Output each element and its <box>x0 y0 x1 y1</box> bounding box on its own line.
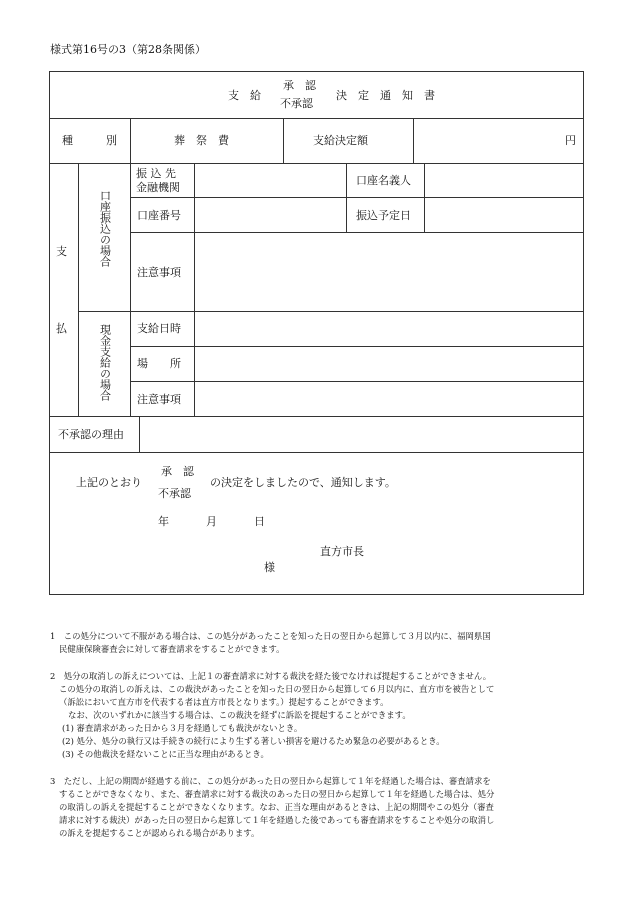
reason-field[interactable] <box>141 418 582 450</box>
notice-issuer: 直方市長 <box>320 545 364 558</box>
note-line: することができなくなり、また、審査請求に対する裁決のあった日の翌日から起算して１年を経過した場合は、処分 <box>59 789 495 799</box>
rule <box>131 232 584 233</box>
transfer-section-label: 口座振込の場合 <box>98 190 112 267</box>
scheduled-date-field[interactable] <box>426 199 582 230</box>
note-line: の訴えを提起することが認められる場合があります。 <box>59 828 260 838</box>
payment-side-label-bottom: 払 <box>56 322 67 335</box>
rule <box>131 346 584 347</box>
note-line: 民健康保険審査会に対して審査請求をすることができます。 <box>59 644 285 654</box>
note-line: 3 ただし、上記の期間が経過する前に、この処分があった日の翌日から起算して１年を経過した場合は、審査請求を <box>50 776 491 786</box>
rule <box>49 416 584 417</box>
bank-label-line2: 金融機関 <box>136 181 180 194</box>
rule <box>78 163 79 416</box>
note-line: (2) 処分、処分の執行又は手続きの続行により生ずる著しい損害を避けるため緊急の必要があるとき。 <box>62 736 445 746</box>
note-line: 請求に対する裁決）があった日の翌日から起算して１年を経過した後であっても審査請求をすることや処分の取消し <box>59 815 495 825</box>
notice-month: 月 <box>206 515 217 528</box>
transfer-notes-field[interactable] <box>196 234 582 309</box>
place-label: 場 所 <box>137 357 181 370</box>
note-line: （訴訟において直方市を代表する者は直方市長となります。）提起することができます。 <box>59 697 389 707</box>
note-line: 1 この処分について不服がある場合は、この処分があったことを知った日の翌日から起算して３月以内に、福岡県国 <box>50 631 491 641</box>
kind-label: 種 別 <box>62 134 117 147</box>
note-line: この処分の取消しの訴えは、この裁決があったことを知った日の翌日から起算して６月以内に、直方市を被告として <box>59 684 495 694</box>
title-approve: 承 認 <box>283 79 316 92</box>
notice-suffix: の決定をしましたので、通知します。 <box>210 476 396 489</box>
rule <box>283 118 284 163</box>
title-right: 決 定 通 知 書 <box>336 89 435 102</box>
pay-date-field[interactable] <box>196 313 582 344</box>
kind-value: 葬 祭 費 <box>174 134 229 147</box>
rule <box>424 163 425 232</box>
scheduled-date-label: 振込予定日 <box>356 209 411 222</box>
account-no-field[interactable] <box>196 199 344 230</box>
note-line: の取消しの訴えを提起することができなくなります。なお、正当な理由があるときは、上記の期間やこの処分（審査 <box>59 802 494 812</box>
cash-notes-label: 注意事項 <box>137 393 181 406</box>
note-line: (1) 審査請求があった日から３月を経過しても裁決がないとき。 <box>62 723 303 733</box>
currency-unit: 円 <box>565 134 576 147</box>
rule <box>79 311 584 312</box>
note-line: (3) その他裁決を経ないことに正当な理由があるとき。 <box>62 749 269 759</box>
notice-prefix: 上記のとおり <box>76 476 142 489</box>
holder-field[interactable] <box>426 165 582 195</box>
bank-label-line1: 振 込 先 <box>136 167 176 180</box>
amount-field[interactable] <box>424 122 574 158</box>
notice-addressee: 様 <box>264 561 275 574</box>
rule <box>131 197 584 198</box>
pay-date-label: 支給日時 <box>137 322 181 335</box>
transfer-notes-label: 注意事項 <box>137 266 181 279</box>
rule <box>139 416 140 452</box>
title-disapprove: 不承認 <box>280 97 313 110</box>
account-no-label: 口座番号 <box>137 209 181 222</box>
rule <box>49 452 584 453</box>
notice-disapprove: 不承認 <box>158 487 191 500</box>
rule <box>346 163 347 232</box>
payment-side-label-top: 支 <box>56 245 67 258</box>
form-id: 様式第16号の3（第28条関係） <box>50 43 206 56</box>
notice-year: 年 <box>158 515 169 528</box>
cash-section-label: 現金支給の場合 <box>98 324 112 401</box>
cash-notes-field[interactable] <box>196 383 582 414</box>
amount-label: 支給決定額 <box>313 134 368 147</box>
rule <box>194 163 195 416</box>
rule <box>131 381 584 382</box>
notice-day: 日 <box>254 515 265 528</box>
holder-label: 口座名義人 <box>356 174 411 187</box>
title-left: 支 給 <box>228 89 261 102</box>
notice-approve: 承 認 <box>161 465 194 478</box>
note-line: 2 処分の取消しの訴えについては、上記１の審査請求に対する裁決を経た後でなければ提起することができません。 <box>50 671 492 681</box>
bank-field[interactable] <box>196 165 344 195</box>
place-field[interactable] <box>196 348 582 379</box>
note-line: なお、次のいずれかに該当する場合は、この裁決を経ずに訴訟を提起することができます。 <box>68 710 411 720</box>
reason-label: 不承認の理由 <box>58 428 124 441</box>
rule <box>130 118 131 163</box>
rule <box>413 118 414 163</box>
rule <box>130 163 131 416</box>
